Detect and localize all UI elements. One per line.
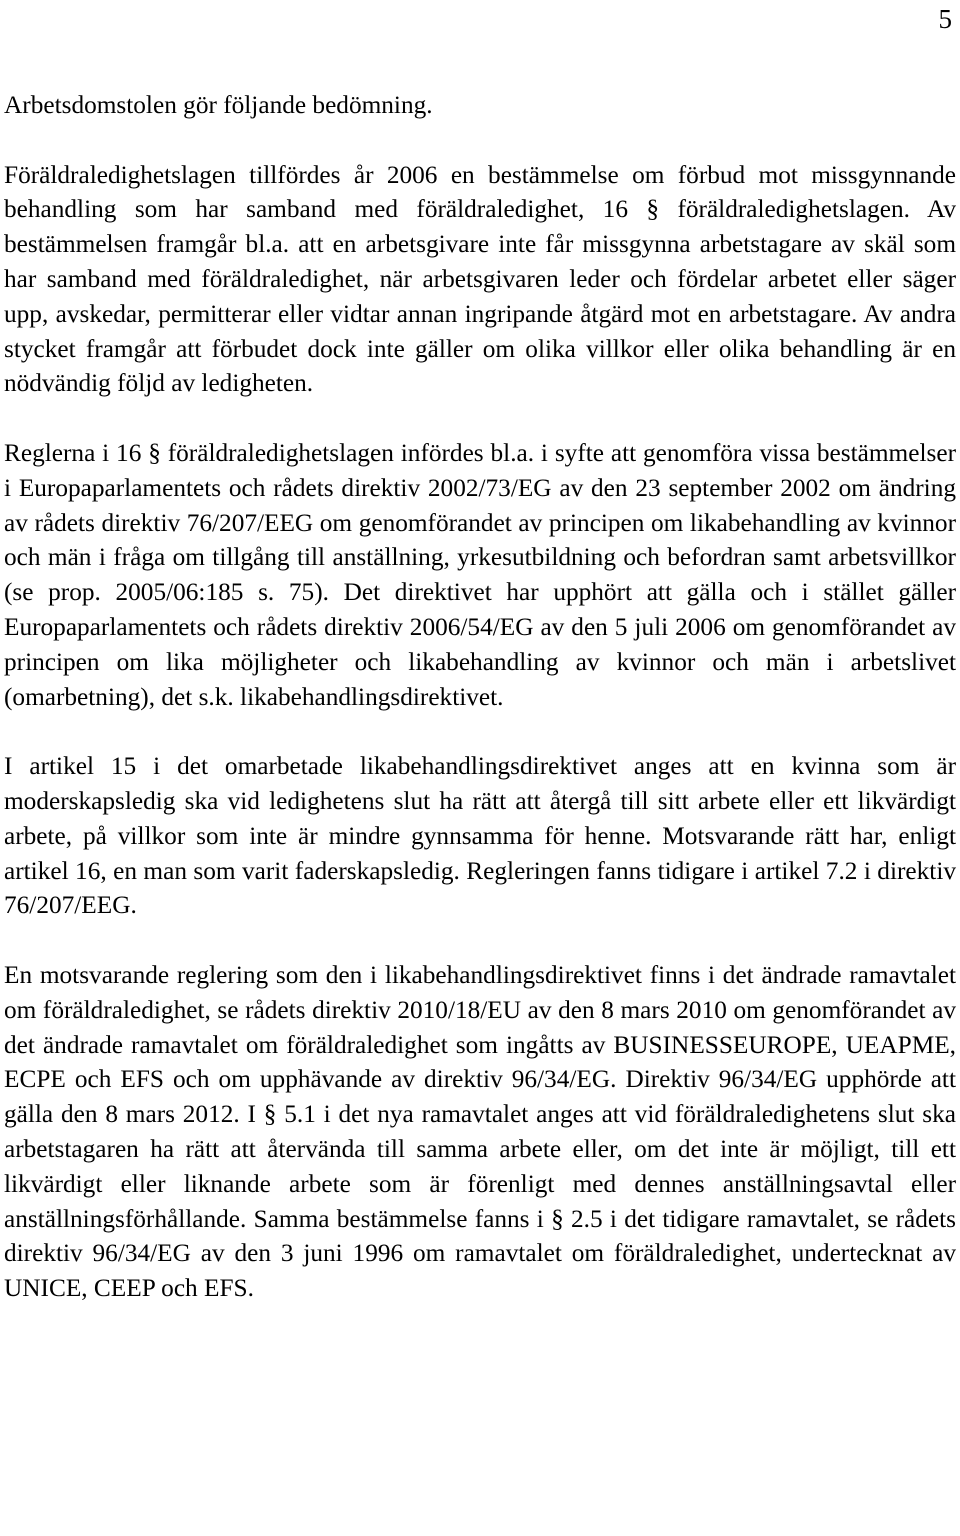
- paragraph-intro: Arbetsdomstolen gör följande bedömning.: [4, 91, 433, 119]
- document-body: [4, 88, 956, 1306]
- paragraph-gap: [4, 401, 956, 436]
- page-number: 5: [938, 4, 952, 34]
- paragraph-law-addition: Föräldraledighetslagen tillfördes år 2006 en bestämmelse om förbud mot missgynnande behandling som har samband med föräldraledighet, 16 § föräldraledighetslagen. Av bestämmelsen framgår bl.a. att en arbetsgivare inte får missgynna arbetstagare av skäl som har samband med föräldraledighet, när arbetsgivaren leder och fördelar arbetet eller säger upp, avskedar, permitterar eller vidtar annan ingripande åtgärd mot en arbetstagare. Av andra stycket framgår att förbudet dock inte gäller om olika villkor eller olika behandling är en nödvändig följd av ledigheten.: [4, 160, 956, 398]
- paragraph-gap: [4, 714, 956, 749]
- paragraph-gap: [4, 123, 956, 158]
- paragraph-article-15: I artikel 15 i det omarbetade likabehandlingsdirektivet anges att en kvinna som är moderskapsledig ska vid ledighetens slut ha rätt att återgå till sitt arbete eller ett likvärdigt arbete, på villkor som inte är mindre gynnsamma för henne. Motsvarande rätt har, enligt artikel 16, en man som varit faderskapsledig. Regleringen fanns tidigare i artikel 7.2 i direktiv 76/207/EEG.: [4, 752, 956, 920]
- paragraph-framework-agreement: En motsvarande reglering som den i likabehandlingsdirektivet finns i det ändrade ramavtalet om föräldraledighet, se rådets direktiv 2010/18/EU av den 8 mars 2010 om genomförandet av det ändrade ramavtalet om föräldraledighet som ingåtts av BUSINESSEUROPE, UEAPME, ECPE och EFS och om upphävande av direktiv 96/34/EG. Direktiv 96/34/EG upphörde att gälla den 8 mars 2012. I § 5.1 i det nya ramavtalet anges att vid föräldraledighetens slut ska arbetstagaren ha rätt att återvända till samma arbete eller, om det inte är möjligt, till ett likvärdigt eller liknande arbete som är förenligt med dennes anställningsavtal eller anställningsförhållande. Samma bestämmelse fanns i § 2.5 i det tidigare ramavtalet, se rådets direktiv 96/34/EG av den 3 juni 1996 om ramavtalet om föräldraledighet, undertecknat av UNICE, CEEP och EFS.: [4, 960, 956, 1303]
- paragraph-gap: [4, 923, 956, 958]
- paragraph-directive-background: Reglerna i 16 § föräldraledighetslagen infördes bl.a. i syfte att genomföra vissa bestämmelser i Europaparlamentets och rådets direktiv 2002/73/EG av den 23 september 2002 om ändring av rådets direktiv 76/207/EEG om genomförandet av principen om likabehandling av kvinnor och män i fråga om tillgång till anställning, yrkesutbildning och befordran samt arbetsvillkor (se prop. 2005/06:185 s. 75). Det direktivet har upphört att gälla och i stället gäller Europaparlamentets och rådets direktiv 2006/54/EG av den 5 juli 2006 om genomförandet av principen om lika möjligheter och likabehandling av kvinnor och män i arbetslivet (omarbetning), det s.k. likabehandlingsdirektivet.: [4, 438, 956, 711]
